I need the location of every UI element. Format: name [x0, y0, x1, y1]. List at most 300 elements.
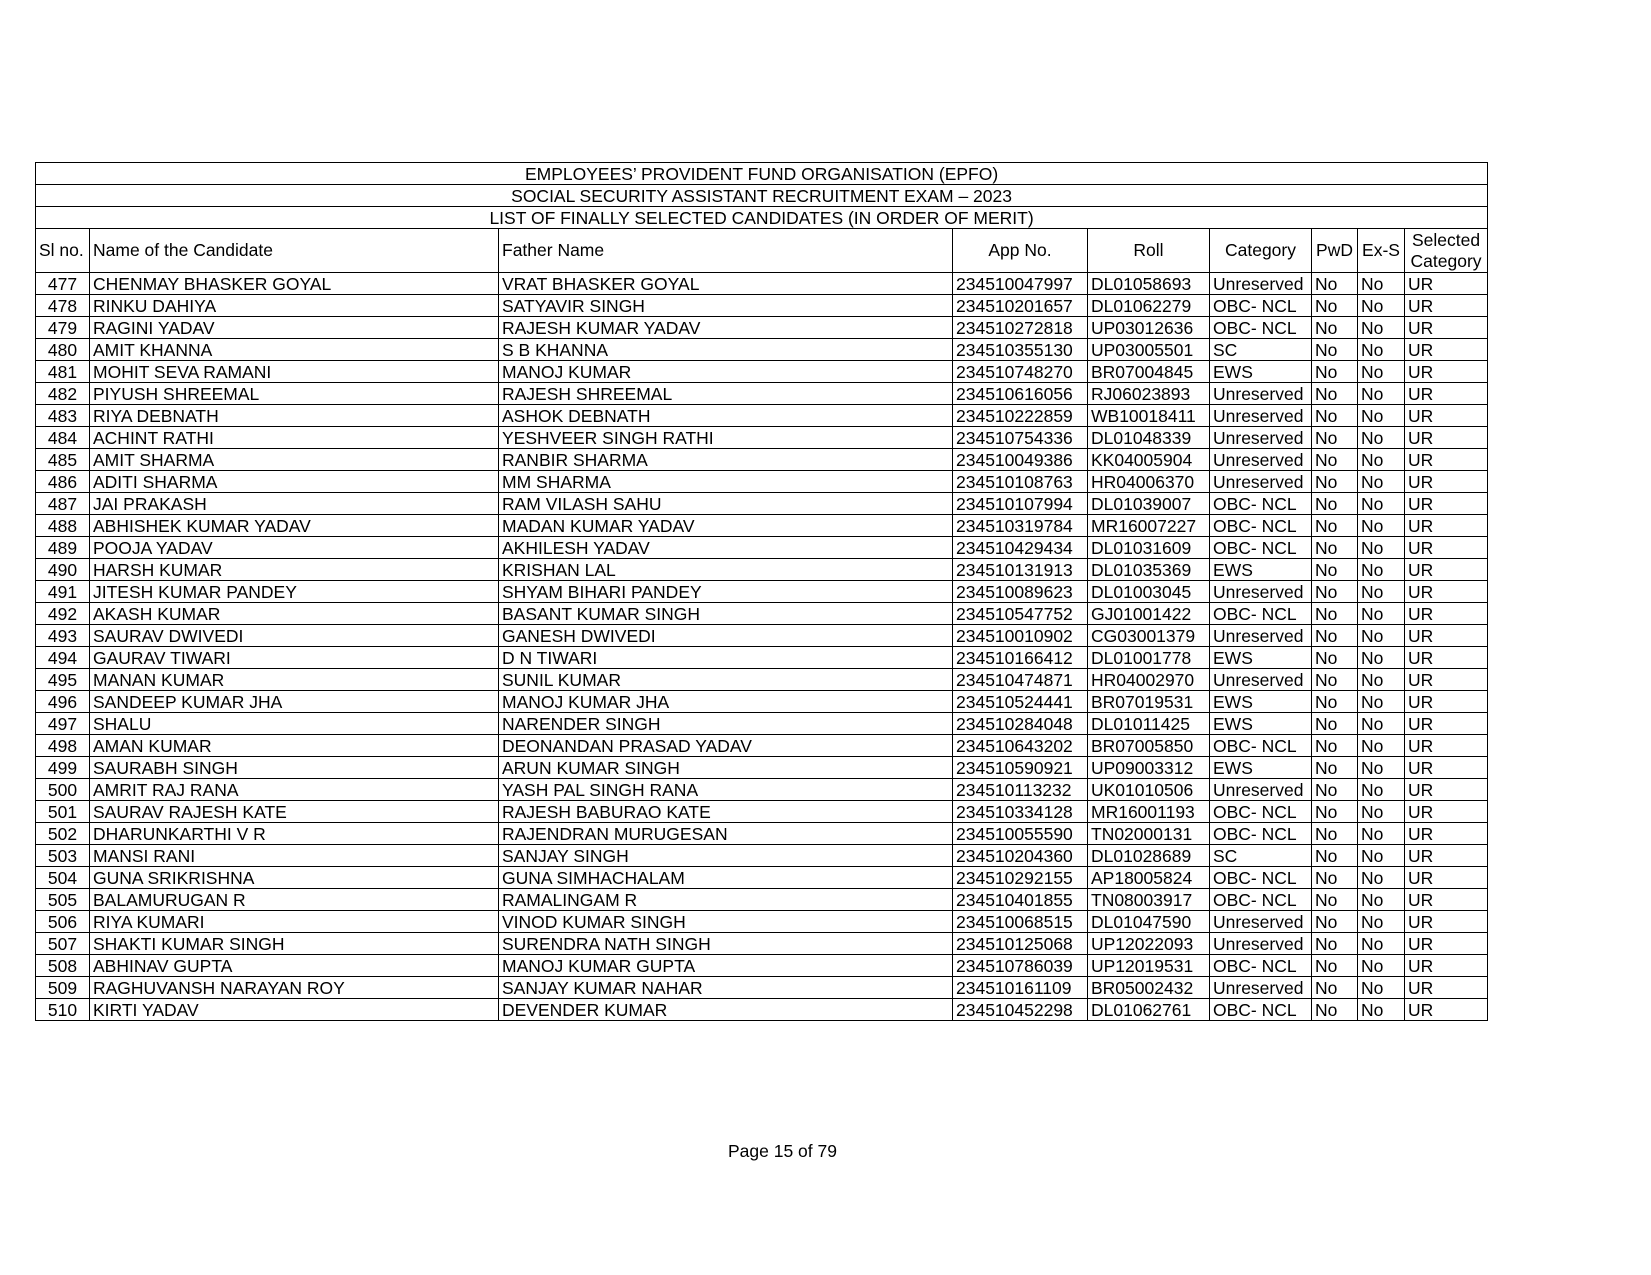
cell-category: OBC- NCL: [1210, 735, 1312, 757]
cell-selected-category: UR: [1405, 977, 1488, 999]
cell-roll: CG03001379: [1088, 625, 1210, 647]
cell-sl-no: 485: [36, 449, 90, 471]
cell-selected-category: UR: [1405, 955, 1488, 977]
cell-app-no: 234510474871: [953, 669, 1088, 691]
cell-category: Unreserved: [1210, 977, 1312, 999]
cell-exs: No: [1358, 845, 1405, 867]
cell-candidate-name: GAURAV TIWARI: [90, 647, 499, 669]
cell-selected-category: UR: [1405, 559, 1488, 581]
cell-app-no: 234510161109: [953, 977, 1088, 999]
table-row: [36, 559, 1488, 581]
cell-father-name: DEONANDAN PRASAD YADAV: [499, 735, 953, 757]
cell-sl-no: 479: [36, 317, 90, 339]
list-title: LIST OF FINALLY SELECTED CANDIDATES (IN ORDER OF MERIT): [36, 207, 1488, 229]
cell-candidate-name: POOJA YADAV: [90, 537, 499, 559]
page-number: Page 15 of 79: [728, 1141, 837, 1161]
cell-roll: DL01035369: [1088, 559, 1210, 581]
cell-candidate-name: GUNA SRIKRISHNA: [90, 867, 499, 889]
table-row: [36, 867, 1488, 889]
col-header-name: Name of the Candidate: [90, 229, 499, 273]
cell-sl-no: 508: [36, 955, 90, 977]
cell-app-no: 234510068515: [953, 911, 1088, 933]
cell-exs: No: [1358, 647, 1405, 669]
cell-pwd: No: [1312, 867, 1358, 889]
cell-exs: No: [1358, 933, 1405, 955]
cell-app-no: 234510748270: [953, 361, 1088, 383]
cell-roll: UP12019531: [1088, 955, 1210, 977]
cell-roll: DL01028689: [1088, 845, 1210, 867]
cell-app-no: 234510107994: [953, 493, 1088, 515]
cell-father-name: YASH PAL SINGH RANA: [499, 779, 953, 801]
cell-pwd: No: [1312, 801, 1358, 823]
cell-father-name: SHYAM BIHARI PANDEY: [499, 581, 953, 603]
table-row: [36, 647, 1488, 669]
cell-app-no: 234510055590: [953, 823, 1088, 845]
table-row: [36, 427, 1488, 449]
cell-candidate-name: AMAN KUMAR: [90, 735, 499, 757]
cell-category: Unreserved: [1210, 625, 1312, 647]
cell-sl-no: 480: [36, 339, 90, 361]
cell-sl-no: 492: [36, 603, 90, 625]
cell-category: Unreserved: [1210, 933, 1312, 955]
cell-pwd: No: [1312, 449, 1358, 471]
cell-selected-category: UR: [1405, 339, 1488, 361]
cell-app-no: 234510010902: [953, 625, 1088, 647]
cell-category: Unreserved: [1210, 449, 1312, 471]
cell-candidate-name: SANDEEP KUMAR JHA: [90, 691, 499, 713]
cell-pwd: No: [1312, 427, 1358, 449]
cell-roll: BR07004845: [1088, 361, 1210, 383]
cell-pwd: No: [1312, 735, 1358, 757]
col-header-pwd: PwD: [1312, 229, 1358, 273]
cell-sl-no: 478: [36, 295, 90, 317]
table-row: [36, 405, 1488, 427]
table-row: [36, 383, 1488, 405]
cell-selected-category: UR: [1405, 845, 1488, 867]
cell-exs: No: [1358, 537, 1405, 559]
column-header-row: [36, 229, 1488, 273]
selected-label-line1: Selected: [1412, 229, 1481, 250]
cell-category: EWS: [1210, 713, 1312, 735]
cell-father-name: VRAT BHASKER GOYAL: [499, 273, 953, 295]
cell-app-no: 234510166412: [953, 647, 1088, 669]
table-row: [36, 603, 1488, 625]
cell-candidate-name: RIYA DEBNATH: [90, 405, 499, 427]
cell-app-no: 234510524441: [953, 691, 1088, 713]
cell-exs: No: [1358, 977, 1405, 999]
cell-sl-no: 487: [36, 493, 90, 515]
cell-roll: KK04005904: [1088, 449, 1210, 471]
cell-sl-no: 506: [36, 911, 90, 933]
cell-roll: TN08003917: [1088, 889, 1210, 911]
cell-pwd: No: [1312, 911, 1358, 933]
cell-selected-category: UR: [1405, 823, 1488, 845]
table-row: [36, 361, 1488, 383]
table-row: [36, 449, 1488, 471]
cell-pwd: No: [1312, 581, 1358, 603]
cell-app-no: 234510590921: [953, 757, 1088, 779]
cell-pwd: No: [1312, 999, 1358, 1021]
cell-selected-category: UR: [1405, 383, 1488, 405]
cell-selected-category: UR: [1405, 691, 1488, 713]
cell-selected-category: UR: [1405, 933, 1488, 955]
cell-sl-no: 489: [36, 537, 90, 559]
cell-category: OBC- NCL: [1210, 889, 1312, 911]
table-row: [36, 999, 1488, 1021]
cell-exs: No: [1358, 471, 1405, 493]
table-row: [36, 493, 1488, 515]
cell-pwd: No: [1312, 713, 1358, 735]
cell-pwd: No: [1312, 295, 1358, 317]
cell-selected-category: UR: [1405, 757, 1488, 779]
cell-pwd: No: [1312, 691, 1358, 713]
cell-roll: BR07019531: [1088, 691, 1210, 713]
cell-candidate-name: ADITI SHARMA: [90, 471, 499, 493]
cell-selected-category: UR: [1405, 625, 1488, 647]
cell-exs: No: [1358, 823, 1405, 845]
cell-candidate-name: HARSH KUMAR: [90, 559, 499, 581]
cell-roll: WB10018411: [1088, 405, 1210, 427]
cell-app-no: 234510429434: [953, 537, 1088, 559]
cell-candidate-name: ABHINAV GUPTA: [90, 955, 499, 977]
cell-pwd: No: [1312, 625, 1358, 647]
cell-pwd: No: [1312, 537, 1358, 559]
cell-candidate-name: AMIT SHARMA: [90, 449, 499, 471]
cell-exs: No: [1358, 405, 1405, 427]
cell-category: OBC- NCL: [1210, 823, 1312, 845]
cell-category: SC: [1210, 845, 1312, 867]
cell-candidate-name: SHAKTI KUMAR SINGH: [90, 933, 499, 955]
cell-exs: No: [1358, 625, 1405, 647]
table-row: [36, 537, 1488, 559]
cell-roll: TN02000131: [1088, 823, 1210, 845]
cell-app-no: 234510786039: [953, 955, 1088, 977]
cell-roll: DL01062279: [1088, 295, 1210, 317]
cell-roll: HR04006370: [1088, 471, 1210, 493]
cell-pwd: No: [1312, 361, 1358, 383]
cell-pwd: No: [1312, 317, 1358, 339]
cell-selected-category: UR: [1405, 713, 1488, 735]
cell-sl-no: 494: [36, 647, 90, 669]
cell-app-no: 234510292155: [953, 867, 1088, 889]
cell-roll: DL01003045: [1088, 581, 1210, 603]
cell-father-name: SATYAVIR SINGH: [499, 295, 953, 317]
cell-candidate-name: AKASH KUMAR: [90, 603, 499, 625]
cell-selected-category: UR: [1405, 867, 1488, 889]
col-header-app-no: App No.: [953, 229, 1088, 273]
cell-selected-category: UR: [1405, 647, 1488, 669]
cell-exs: No: [1358, 273, 1405, 295]
cell-app-no: 234510047997: [953, 273, 1088, 295]
cell-sl-no: 493: [36, 625, 90, 647]
cell-pwd: No: [1312, 977, 1358, 999]
cell-father-name: SUNIL KUMAR: [499, 669, 953, 691]
cell-sl-no: 500: [36, 779, 90, 801]
cell-app-no: 234510334128: [953, 801, 1088, 823]
cell-app-no: 234510125068: [953, 933, 1088, 955]
cell-father-name: MANOJ KUMAR JHA: [499, 691, 953, 713]
cell-pwd: No: [1312, 955, 1358, 977]
cell-sl-no: 510: [36, 999, 90, 1021]
cell-sl-no: 503: [36, 845, 90, 867]
cell-exs: No: [1358, 801, 1405, 823]
cell-father-name: SANJAY KUMAR NAHAR: [499, 977, 953, 999]
cell-roll: DL01058693: [1088, 273, 1210, 295]
cell-category: SC: [1210, 339, 1312, 361]
selected-candidates-table: [35, 162, 1488, 1021]
selected-label-line2: Category: [1410, 250, 1482, 271]
table-row: [36, 735, 1488, 757]
cell-roll: DL01011425: [1088, 713, 1210, 735]
table-row: [36, 515, 1488, 537]
cell-sl-no: 482: [36, 383, 90, 405]
cell-category: EWS: [1210, 559, 1312, 581]
cell-exs: No: [1358, 493, 1405, 515]
table-row: [36, 845, 1488, 867]
cell-selected-category: UR: [1405, 361, 1488, 383]
cell-father-name: MM SHARMA: [499, 471, 953, 493]
cell-sl-no: 501: [36, 801, 90, 823]
cell-pwd: No: [1312, 383, 1358, 405]
cell-pwd: No: [1312, 515, 1358, 537]
cell-pwd: No: [1312, 471, 1358, 493]
cell-roll: UP12022093: [1088, 933, 1210, 955]
cell-candidate-name: BALAMURUGAN R: [90, 889, 499, 911]
table-row: [36, 757, 1488, 779]
cell-father-name: RAM VILASH SAHU: [499, 493, 953, 515]
cell-candidate-name: JITESH KUMAR PANDEY: [90, 581, 499, 603]
cell-roll: DL01062761: [1088, 999, 1210, 1021]
table-row: [36, 977, 1488, 999]
cell-sl-no: 496: [36, 691, 90, 713]
cell-roll: BR05002432: [1088, 977, 1210, 999]
cell-father-name: RAJESH KUMAR YADAV: [499, 317, 953, 339]
cell-category: Unreserved: [1210, 405, 1312, 427]
cell-category: OBC- NCL: [1210, 801, 1312, 823]
cell-exs: No: [1358, 779, 1405, 801]
org-title: EMPLOYEES’ PROVIDENT FUND ORGANISATION (EPFO): [36, 163, 1488, 185]
cell-roll: DL01039007: [1088, 493, 1210, 515]
cell-father-name: KRISHAN LAL: [499, 559, 953, 581]
candidates-table-container: [35, 162, 1487, 1021]
cell-father-name: MANOJ KUMAR: [499, 361, 953, 383]
cell-candidate-name: RAGINI YADAV: [90, 317, 499, 339]
cell-category: EWS: [1210, 361, 1312, 383]
cell-candidate-name: MANAN KUMAR: [90, 669, 499, 691]
cell-selected-category: UR: [1405, 537, 1488, 559]
cell-sl-no: 483: [36, 405, 90, 427]
cell-exs: No: [1358, 295, 1405, 317]
cell-sl-no: 495: [36, 669, 90, 691]
cell-category: OBC- NCL: [1210, 493, 1312, 515]
cell-category: OBC- NCL: [1210, 999, 1312, 1021]
cell-sl-no: 477: [36, 273, 90, 295]
cell-app-no: 234510272818: [953, 317, 1088, 339]
cell-roll: BR07005850: [1088, 735, 1210, 757]
cell-candidate-name: KIRTI YADAV: [90, 999, 499, 1021]
cell-app-no: 234510113232: [953, 779, 1088, 801]
cell-sl-no: 497: [36, 713, 90, 735]
cell-selected-category: UR: [1405, 515, 1488, 537]
cell-selected-category: UR: [1405, 911, 1488, 933]
cell-father-name: RAJESH SHREEMAL: [499, 383, 953, 405]
cell-roll: DL01001778: [1088, 647, 1210, 669]
cell-father-name: VINOD KUMAR SINGH: [499, 911, 953, 933]
cell-app-no: 234510547752: [953, 603, 1088, 625]
cell-app-no: 234510319784: [953, 515, 1088, 537]
cell-candidate-name: SAURABH SINGH: [90, 757, 499, 779]
cell-category: Unreserved: [1210, 273, 1312, 295]
col-header-roll: Roll: [1088, 229, 1210, 273]
cell-selected-category: UR: [1405, 493, 1488, 515]
cell-selected-category: UR: [1405, 603, 1488, 625]
cell-father-name: RAJENDRAN MURUGESAN: [499, 823, 953, 845]
table-row: [36, 933, 1488, 955]
cell-roll: DL01047590: [1088, 911, 1210, 933]
cell-roll: UP09003312: [1088, 757, 1210, 779]
cell-category: OBC- NCL: [1210, 317, 1312, 339]
table-row: [36, 581, 1488, 603]
cell-pwd: No: [1312, 273, 1358, 295]
cell-father-name: RAJESH BABURAO KATE: [499, 801, 953, 823]
cell-selected-category: UR: [1405, 471, 1488, 493]
col-header-category: Category: [1210, 229, 1312, 273]
cell-father-name: RAMALINGAM R: [499, 889, 953, 911]
table-row: [36, 317, 1488, 339]
cell-pwd: No: [1312, 493, 1358, 515]
col-header-sl-no: Sl no.: [36, 229, 90, 273]
cell-candidate-name: ABHISHEK KUMAR YADAV: [90, 515, 499, 537]
cell-roll: GJ01001422: [1088, 603, 1210, 625]
cell-selected-category: UR: [1405, 295, 1488, 317]
cell-candidate-name: SAURAV RAJESH KATE: [90, 801, 499, 823]
cell-pwd: No: [1312, 933, 1358, 955]
cell-app-no: 234510452298: [953, 999, 1088, 1021]
cell-category: OBC- NCL: [1210, 295, 1312, 317]
cell-father-name: D N TIWARI: [499, 647, 953, 669]
cell-category: EWS: [1210, 691, 1312, 713]
cell-app-no: 234510089623: [953, 581, 1088, 603]
cell-father-name: YESHVEER SINGH RATHI: [499, 427, 953, 449]
table-row: [36, 889, 1488, 911]
cell-selected-category: UR: [1405, 999, 1488, 1021]
cell-selected-category: UR: [1405, 669, 1488, 691]
table-row: [36, 779, 1488, 801]
cell-sl-no: 507: [36, 933, 90, 955]
col-header-father: Father Name: [499, 229, 953, 273]
cell-pwd: No: [1312, 559, 1358, 581]
cell-exs: No: [1358, 361, 1405, 383]
cell-candidate-name: SHALU: [90, 713, 499, 735]
cell-candidate-name: DHARUNKARTHI V R: [90, 823, 499, 845]
table-row: [36, 955, 1488, 977]
cell-roll: MR16007227: [1088, 515, 1210, 537]
cell-pwd: No: [1312, 647, 1358, 669]
cell-father-name: SANJAY SINGH: [499, 845, 953, 867]
cell-category: Unreserved: [1210, 471, 1312, 493]
table-row: [36, 691, 1488, 713]
cell-father-name: BASANT KUMAR SINGH: [499, 603, 953, 625]
cell-roll: RJ06023893: [1088, 383, 1210, 405]
cell-selected-category: UR: [1405, 801, 1488, 823]
cell-category: OBC- NCL: [1210, 955, 1312, 977]
cell-candidate-name: JAI PRAKASH: [90, 493, 499, 515]
cell-father-name: GUNA SIMHACHALAM: [499, 867, 953, 889]
cell-roll: MR16001193: [1088, 801, 1210, 823]
cell-exs: No: [1358, 735, 1405, 757]
cell-sl-no: 484: [36, 427, 90, 449]
cell-app-no: 234510204360: [953, 845, 1088, 867]
cell-sl-no: 502: [36, 823, 90, 845]
cell-father-name: GANESH DWIVEDI: [499, 625, 953, 647]
cell-candidate-name: PIYUSH SHREEMAL: [90, 383, 499, 405]
cell-pwd: No: [1312, 779, 1358, 801]
cell-category: OBC- NCL: [1210, 537, 1312, 559]
table-row: [36, 801, 1488, 823]
cell-pwd: No: [1312, 845, 1358, 867]
cell-app-no: 234510754336: [953, 427, 1088, 449]
cell-exs: No: [1358, 691, 1405, 713]
cell-exs: No: [1358, 559, 1405, 581]
cell-selected-category: UR: [1405, 405, 1488, 427]
cell-pwd: No: [1312, 757, 1358, 779]
cell-app-no: 234510616056: [953, 383, 1088, 405]
cell-category: Unreserved: [1210, 581, 1312, 603]
cell-selected-category: UR: [1405, 449, 1488, 471]
col-header-exs: Ex-S: [1358, 229, 1405, 273]
cell-candidate-name: RAGHUVANSH NARAYAN ROY: [90, 977, 499, 999]
cell-sl-no: 491: [36, 581, 90, 603]
cell-exs: No: [1358, 889, 1405, 911]
cell-exs: No: [1358, 603, 1405, 625]
table-row: [36, 295, 1488, 317]
cell-exs: No: [1358, 911, 1405, 933]
cell-exs: No: [1358, 669, 1405, 691]
cell-exs: No: [1358, 581, 1405, 603]
cell-sl-no: 486: [36, 471, 90, 493]
cell-pwd: No: [1312, 339, 1358, 361]
exam-title: SOCIAL SECURITY ASSISTANT RECRUITMENT EXAM – 2023: [36, 185, 1488, 207]
cell-app-no: 234510222859: [953, 405, 1088, 427]
cell-roll: UP03005501: [1088, 339, 1210, 361]
table-row: [36, 273, 1488, 295]
cell-candidate-name: AMIT KHANNA: [90, 339, 499, 361]
cell-category: EWS: [1210, 757, 1312, 779]
cell-father-name: ARUN KUMAR SINGH: [499, 757, 953, 779]
cell-sl-no: 490: [36, 559, 90, 581]
cell-candidate-name: MANSI RANI: [90, 845, 499, 867]
cell-exs: No: [1358, 999, 1405, 1021]
col-header-selected-category: [1405, 229, 1488, 273]
cell-app-no: 234510108763: [953, 471, 1088, 493]
cell-sl-no: 509: [36, 977, 90, 999]
cell-candidate-name: ACHINT RATHI: [90, 427, 499, 449]
cell-app-no: 234510643202: [953, 735, 1088, 757]
cell-candidate-name: CHENMAY BHASKER GOYAL: [90, 273, 499, 295]
cell-sl-no: 499: [36, 757, 90, 779]
cell-father-name: MANOJ KUMAR GUPTA: [499, 955, 953, 977]
cell-sl-no: 504: [36, 867, 90, 889]
cell-category: OBC- NCL: [1210, 867, 1312, 889]
cell-roll: UP03012636: [1088, 317, 1210, 339]
cell-exs: No: [1358, 449, 1405, 471]
cell-roll: AP18005824: [1088, 867, 1210, 889]
cell-exs: No: [1358, 427, 1405, 449]
cell-sl-no: 488: [36, 515, 90, 537]
cell-exs: No: [1358, 955, 1405, 977]
cell-category: EWS: [1210, 647, 1312, 669]
table-row: [36, 823, 1488, 845]
